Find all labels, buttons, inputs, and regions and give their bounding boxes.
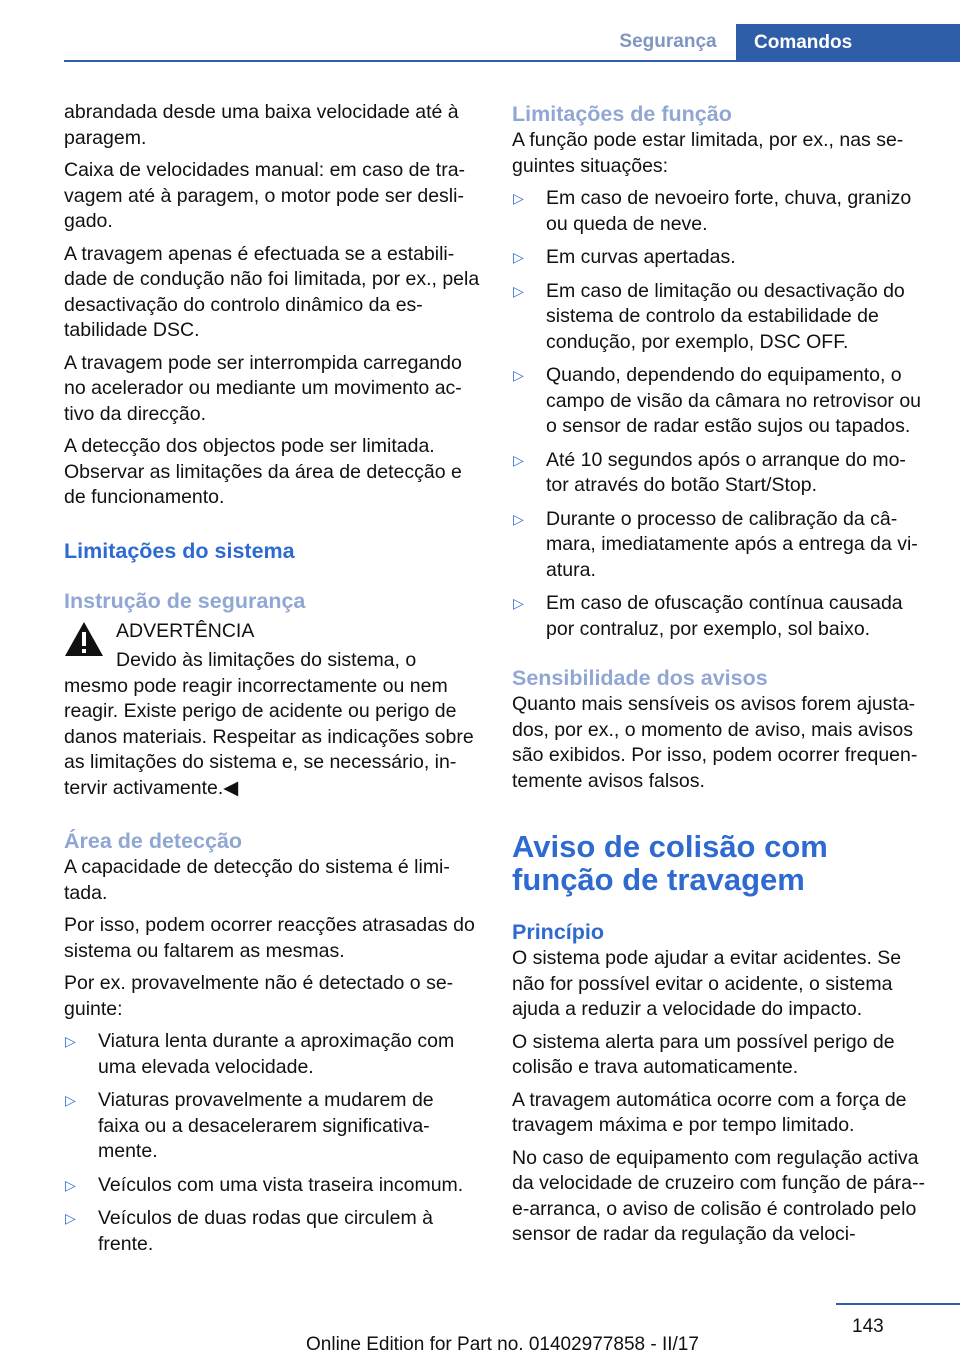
triangle-right-icon: ▷ bbox=[513, 282, 524, 299]
heading-function-limitations: Limitações de função bbox=[512, 102, 732, 126]
function-limitations-list bbox=[512, 186, 926, 642]
triangle-right-icon: ▷ bbox=[65, 1033, 76, 1049]
header-section-label: Segurança bbox=[619, 31, 717, 52]
paragraph: Por isso, podem ocorrer reacções atrasadas do sistema ou faltarem as mesmas. bbox=[64, 914, 475, 962]
triangle-right-icon: ▷ bbox=[65, 1210, 76, 1226]
list-item: ▷ Em caso de nevoeiro forte, chuva, granizo ou queda de neve. bbox=[513, 187, 912, 235]
warning-block bbox=[64, 619, 480, 802]
detection-list bbox=[64, 1029, 480, 1257]
triangle-right-icon: ▷ bbox=[513, 451, 524, 468]
paragraph: abrandada desde uma baixa velocidade até à paragem. bbox=[64, 101, 459, 149]
list-item: ▷ Em caso de ofuscação contínua causada por contraluz, por exemplo, sol baixo. bbox=[513, 592, 903, 640]
edition-label: Online Edition for Part no. 01402977858 - II/17 bbox=[306, 1334, 699, 1355]
heading-system-limitations: Limitações do sistema bbox=[64, 538, 295, 563]
warning-triangle-icon bbox=[64, 621, 104, 657]
list-item: ▷ Viatura lenta durante a aproximação com uma elevada velocidade. bbox=[65, 1030, 455, 1078]
heading-safety-instruction: Instrução de segurança bbox=[64, 588, 306, 613]
warning-text: mesmo pode reagir incorrectamente ou nem reagir. Existe perigo de acidente ou perigo de danos materiais. Respeitar as indicações sobre as limitações do sistema e, se necessário, in-tervir activamente.◀ bbox=[64, 674, 474, 799]
paragraph: Quanto mais sensíveis os avisos forem ajusta-dos, por ex., o momento de aviso, mais avisos são exibidos. Por isso, podem ocorrer frequen-temente avisos falsos. bbox=[512, 693, 918, 792]
heading-collision-warning: Aviso de colisão com função de travagem bbox=[512, 829, 828, 897]
paragraph: O sistema alerta para um possível perigo de colisão e trava automaticamente. bbox=[512, 1030, 895, 1078]
triangle-right-icon: ▷ bbox=[65, 1092, 76, 1108]
warning-title: ADVERTÊNCIA bbox=[116, 619, 255, 642]
left-column bbox=[64, 100, 480, 1265]
paragraph: O sistema pode ajudar a evitar acidentes. Se não for possível evitar o acidente, o sistema ajuda a reduzir a velocidade do impacto. bbox=[512, 947, 902, 1020]
triangle-right-icon: ▷ bbox=[65, 1176, 76, 1193]
paragraph: A travagem automática ocorre com a força de travagem máxima e por tempo limitado. bbox=[512, 1088, 907, 1136]
warning-text-first-line: Devido às limitações do sistema, o bbox=[116, 649, 417, 671]
paragraph: A travagem pode ser interrompida carregando no acelerador ou mediante um movimento ac-tivo da direcção. bbox=[64, 351, 462, 425]
heading-detection-area: Área de detecção bbox=[64, 829, 243, 853]
triangle-right-icon: ▷ bbox=[513, 595, 524, 611]
heading-principle: Princípio bbox=[512, 920, 604, 944]
triangle-right-icon: ▷ bbox=[513, 190, 524, 206]
list-item: ▷ Durante o processo de calibração da câ-mara, imediatamente após a entrega da vi-atura. bbox=[513, 507, 918, 581]
footer-rule bbox=[836, 1303, 960, 1305]
right-column bbox=[512, 100, 926, 1255]
paragraph: Por ex. provavelmente não é detectado o se-guinte: bbox=[64, 972, 454, 1020]
list-item: ▷ Viaturas provavelmente a mudarem de faixa ou a desacelerarem significativa-mente. bbox=[65, 1089, 434, 1162]
paragraph: Caixa de velocidades manual: em caso de tra-vagem até à paragem, o motor pode ser desli-gado. bbox=[64, 159, 466, 232]
list-item: ▷ Até 10 segundos após o arranque do mo-tor através do botão Start/Stop. bbox=[513, 448, 906, 496]
header-rule bbox=[64, 60, 960, 62]
header-chapter-tab: Comandos bbox=[736, 24, 960, 62]
list-item: ▷ Veículos com uma vista traseira incomum. bbox=[64, 1173, 480, 1199]
list-item: ▷ Quando, dependendo do equipamento, o campo de visão da câmara no retrovisor ou o sensor de radar estão sujos ou tapados. bbox=[513, 364, 922, 437]
paragraph: No caso de equipamento com regulação activa da velocidade de cruzeiro com função de pára--e-arranca, o aviso de colisão é controlado pelo sensor de radar da regulação da veloci- bbox=[512, 1146, 925, 1245]
paragraph: A capacidade de detecção do sistema é limi-tada. bbox=[64, 856, 450, 904]
paragraph: A função pode estar limitada, por ex., nas se-guintes situações: bbox=[512, 129, 904, 177]
list-item: ▷ Veículos de duas rodas que circulem à frente. bbox=[65, 1207, 433, 1255]
page-number: 143 bbox=[852, 1316, 884, 1337]
heading-warning-sensitivity: Sensibilidade dos avisos bbox=[512, 666, 768, 690]
triangle-right-icon: ▷ bbox=[513, 510, 524, 527]
triangle-right-icon: ▷ bbox=[513, 249, 524, 265]
list-item: ▷ Em curvas apertadas. bbox=[512, 245, 926, 271]
paragraph: A travagem apenas é efectuada se a estabili-dade de condução não foi limitada, por ex., pela desactivação do controlo dinâmico da es-tabilidade DSC. bbox=[64, 242, 480, 341]
page-header bbox=[0, 0, 960, 62]
list-item: ▷ Em caso de limitação ou desactivação do sistema de controlo da estabilidade de condução, por exemplo, DSC OFF. bbox=[513, 279, 905, 353]
triangle-right-icon: ▷ bbox=[513, 367, 524, 383]
paragraph: A detecção dos objectos pode ser limitada. Observar as limitações da área de detecção e de funcionamento. bbox=[64, 435, 462, 508]
